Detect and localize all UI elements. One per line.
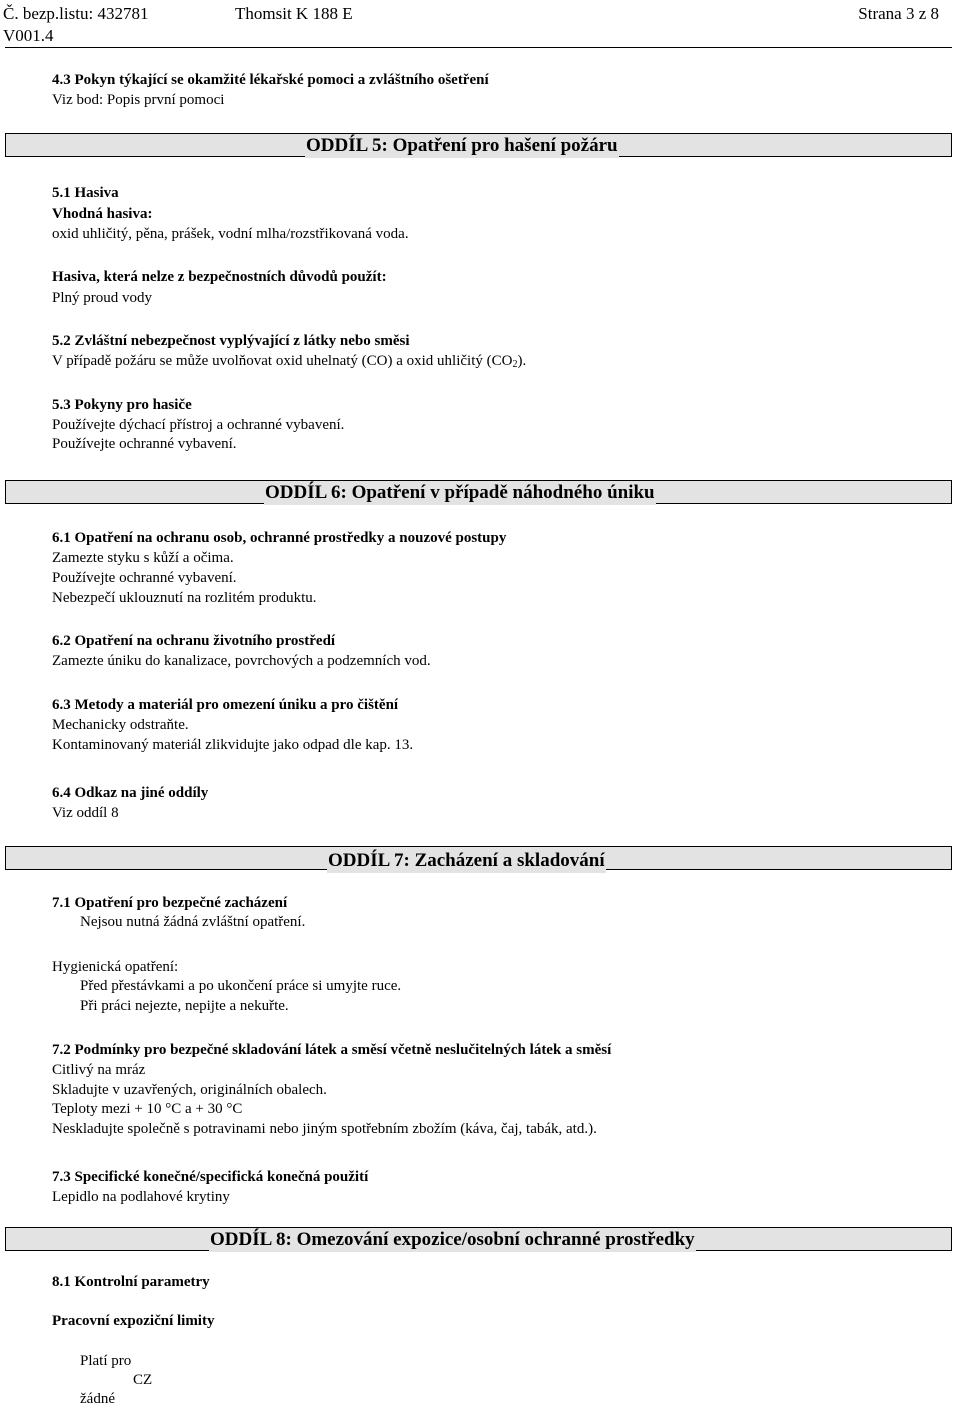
s5-2-text-main: V případě požáru se může uvolňovat oxid uhelnatý (CO) a oxid uhličitý (CO [52, 353, 513, 369]
header-divider [5, 47, 952, 48]
section8-title: ODDÍL 8: Omezování expozice/osobní ochranné prostředky [210, 1229, 695, 1250]
s6-1-line-3: Nebezpečí uklouznutí na rozlitém produktu. [52, 590, 317, 606]
s7-1-hygiene-line-1: Před přestávkami a po ukončení práce si umyjte ruce. [80, 978, 402, 994]
s6-3-line-1: Mechanicky odstraňte. [52, 717, 189, 733]
s5-2-subscript: 2 [512, 359, 518, 370]
s7-2-line-2: Skladujte v uzavřených, originálních obalech. [52, 1082, 327, 1098]
s6-1-line-1: Zamezte styku s kůží a očima. [52, 550, 234, 566]
s5-3-heading: 5.3 Pokyny pro hasiče [52, 397, 192, 413]
s7-1-text: Nejsou nutná žádná zvláštní opatření. [80, 914, 306, 930]
s6-3-heading: 6.3 Metody a materiál pro omezení úniku a pro čištění [52, 697, 399, 713]
header-doc-number: Č. bezp.listu: 432781 [3, 4, 149, 23]
s7-2-heading: 7.2 Podmínky pro bezpečné skladování látek a směsí včetně neslučitelných látek a směsí [52, 1042, 612, 1058]
s5-1-suitable-label: Vhodná hasiva: [52, 206, 153, 222]
s5-2-text-end: ). [517, 353, 527, 369]
s8-1-valid-for: Platí pro [80, 1353, 132, 1369]
s6-1-line-2: Používejte ochranné vybavení. [52, 570, 237, 586]
s7-3-text: Lepidlo na podlahové krytiny [52, 1189, 230, 1205]
s7-2-line-4: Neskladujte společně s potravinami nebo jiným spotřebním zbožím (káva, čaj, tabák, atd.). [52, 1121, 597, 1137]
header-version: V001.4 [3, 26, 54, 45]
s5-2-text [52, 351, 526, 375]
s4-3-text: Viz bod: Popis první pomoci [52, 92, 225, 108]
s5-2-heading: 5.2 Zvláštní nebezpečnost vyplývající z látky nebo směsi [52, 333, 410, 349]
section5-title: ODDÍL 5: Opatření pro hašení požáru [306, 135, 618, 156]
s7-2-line-3: Teploty mezi + 10 °C a + 30 °C [52, 1101, 243, 1117]
s8-1-heading: 8.1 Kontrolní parametry [52, 1274, 210, 1290]
s5-3-line-2: Používejte ochranné vybavení. [52, 436, 237, 452]
s6-3-line-2: Kontaminovaný materiál zlikvidujte jako odpad dle kap. 13. [52, 737, 414, 753]
s6-2-heading: 6.2 Opatření na ochranu životního prostředí [52, 633, 336, 649]
s8-1-country: CZ [133, 1372, 153, 1388]
s6-4-heading: 6.4 Odkaz na jiné oddíly [52, 785, 209, 801]
s5-1-unsuitable-text: Plný proud vody [52, 290, 153, 306]
s5-3-line-1: Používejte dýchací přístroj a ochranné vybavení. [52, 417, 345, 433]
s5-1-heading: 5.1 Hasiva [52, 185, 119, 201]
section8-band [5, 1227, 952, 1251]
section5-band [5, 133, 952, 157]
s7-1-hygiene-line-2: Při práci nejezte, nepijte a nekuřte. [80, 998, 289, 1014]
s7-1-hygiene-label: Hygienická opatření: [52, 959, 179, 975]
section6-band [5, 480, 952, 504]
section7-band [5, 846, 952, 870]
s8-1-none: žádné [80, 1391, 115, 1407]
s8-1-limits-heading: Pracovní expoziční limity [52, 1313, 215, 1329]
section7-title: ODDÍL 7: Zacházení a skladování [328, 850, 605, 871]
s6-4-text: Viz oddíl 8 [52, 805, 119, 821]
s7-1-heading: 7.1 Opatření pro bezpečné zacházení [52, 895, 288, 911]
s5-1-suitable-text: oxid uhličitý, pěna, prášek, vodní mlha/rozstřikovaná voda. [52, 226, 409, 242]
s5-1-unsuitable-label: Hasiva, která nelze z bezpečnostních důvodů použít: [52, 269, 387, 285]
s6-2-text: Zamezte úniku do kanalizace, povrchových a podzemních vod. [52, 653, 431, 669]
s7-3-heading: 7.3 Specifické konečné/specifická konečná použití [52, 1169, 369, 1185]
s4-3-heading: 4.3 Pokyn týkající se okamžité lékařské pomoci a zvláštního ošetření [52, 72, 489, 88]
header-product-name: Thomsit K 188 E [235, 4, 353, 23]
header-page-number: Strana 3 z 8 [858, 4, 939, 23]
s6-1-heading: 6.1 Opatření na ochranu osob, ochranné prostředky a nouzové postupy [52, 530, 507, 546]
s7-2-line-1: Citlivý na mráz [52, 1062, 146, 1078]
section6-title: ODDÍL 6: Opatření v případě náhodného úniku [265, 482, 655, 503]
